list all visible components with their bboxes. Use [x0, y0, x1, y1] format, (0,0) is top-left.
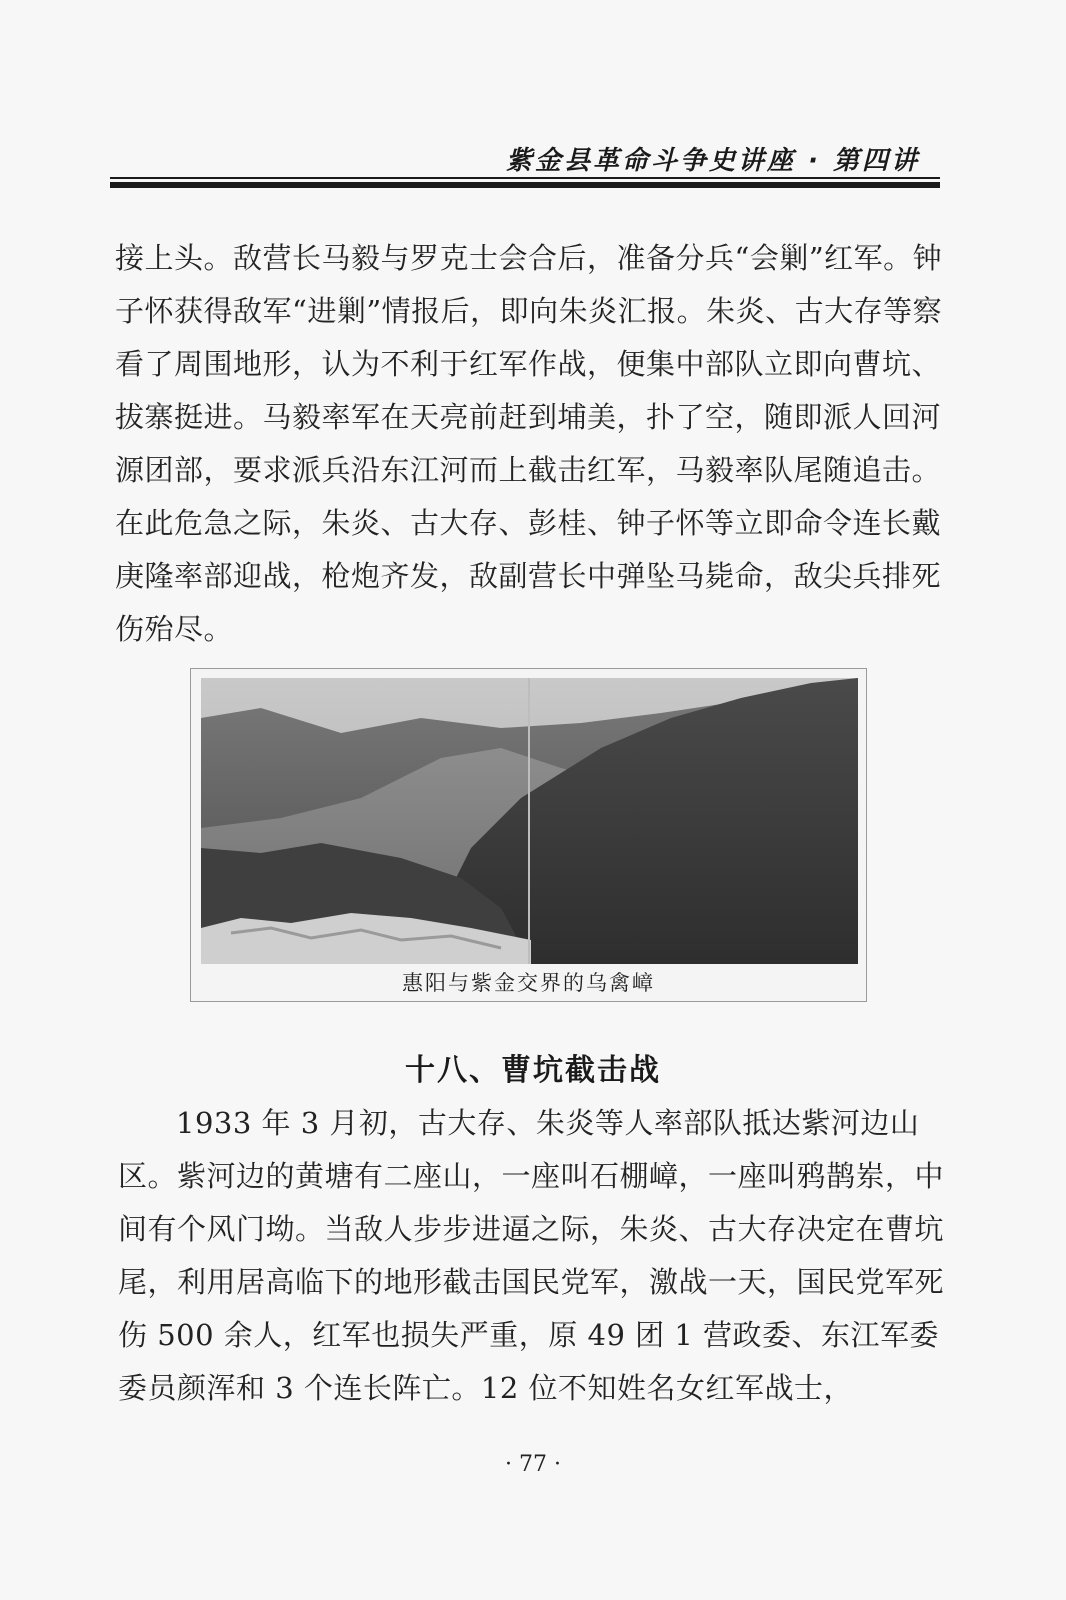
body-paragraph-1: 接上头。敌营长马毅与罗克士会合后，准备分兵“会剿”红军。钟子怀获得敌军“进剿”情报后，即向朱炎汇报。朱炎、古大存等察看了周围地形，认为不利于红军作战，便集中部队立即向曹坑、拔寨挺进。马毅率军在天亮前赶到埔美，扑了空，随即派人回河源团部，要求派兵沿东江河而上截击红军，马毅率队尾随追击。在此危急之际，朱炎、古大存、彭桂、钟子怀等立即命令连长戴庚隆率部迎战，枪炮齐发，敌副营长中弹坠马毙命，敌尖兵排死伤殆尽。	[115, 241, 943, 646]
section-heading: 十八、曹坑截击战	[405, 1053, 661, 1088]
figure-caption: 惠阳与紫金交界的乌禽嶂	[402, 971, 655, 995]
running-title: 紫金县革命斗争史讲座 · 第四讲	[506, 146, 920, 176]
running-header	[110, 140, 940, 176]
figure	[190, 668, 867, 1002]
mountain-landscape-image	[201, 678, 858, 964]
header-rule-thick	[110, 182, 940, 188]
body-paragraph-2: 1933 年 3 月初，古大存、朱炎等人率部队抵达紫河边山区。紫河边的黄塘有二座山，一座叫石棚嶂，一座叫鸦鹊岽，中间有个风门坳。当敌人步步进逼之际，朱炎、古大存决定在曹坑尾，利用居高临下的地形截击国民党军，激战一天，国民党军死伤 500 余人，红军也损失严重，原 49 团 1 营政委、东江军委委员颜浑和 3 个连长阵亡。12 位不知姓名女红军战士，	[118, 1106, 945, 1405]
header-rule-thin	[110, 177, 940, 179]
mountain-photo	[201, 678, 858, 964]
page-number: · 77 ·	[505, 1452, 561, 1477]
